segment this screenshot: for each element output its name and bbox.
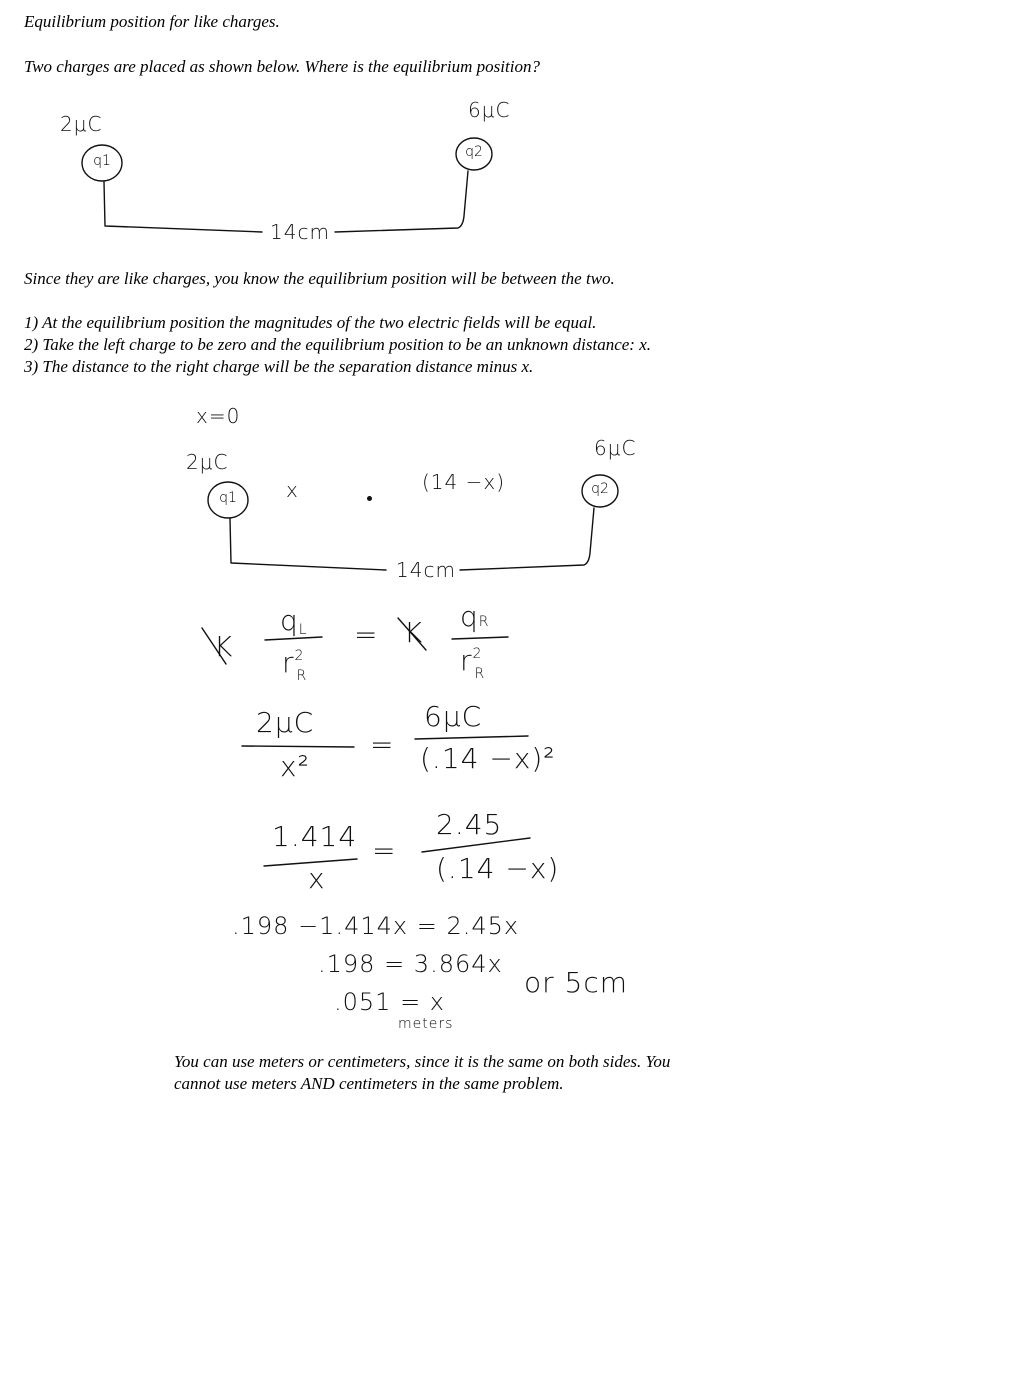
eq3-num-left: 1.414 <box>272 820 358 853</box>
origin-label: x=0 <box>196 404 241 428</box>
eq1-den-right: $r^2_R$ <box>460 644 486 682</box>
left-distance-label: x <box>286 478 299 502</box>
work-line-6: .051 = x <box>334 988 446 1016</box>
constant-k-left: K <box>214 630 234 663</box>
eq2-den-left: x² <box>280 750 310 783</box>
constant-k-right: K <box>404 616 424 649</box>
step-2: 2) Take the left charge to be zero and the equilibrium position to be an unknown distance: x. <box>24 335 652 354</box>
eq3-den-left: x <box>308 862 326 895</box>
eq2-num-left: 2μC <box>256 706 315 739</box>
eq1-num-right: qR <box>460 600 490 633</box>
explanation-intro: Since they are like charges, you know the equilibrium position will be between the two. <box>24 269 615 288</box>
eq3-num-right: 2.45 <box>436 808 503 841</box>
charge-left-label-2: q1 <box>219 490 237 506</box>
eq3-equals: = <box>372 834 397 867</box>
work-line-4: .198 −1.414x = 2.45x <box>232 912 520 940</box>
eq3-den-right: (.14 −x) <box>436 852 560 885</box>
eq1-num-left: qL <box>280 604 308 638</box>
eq1-equals: = <box>354 618 379 651</box>
charge-left-value-2: 2μC <box>186 450 229 474</box>
units-note-line-2: cannot use meters AND centimeters in the same problem. <box>174 1074 564 1093</box>
page-title: Equilibrium position for like charges. <box>24 12 280 31</box>
charge-left-value: 2μC <box>60 112 103 136</box>
eq2-num-right: 6μC <box>424 700 483 733</box>
units-note-line-1: You can use meters or centimeters, since it is the same on both sides. You <box>174 1052 671 1071</box>
alternate-answer: or 5cm <box>524 966 629 999</box>
charge-left-label: q1 <box>93 153 111 169</box>
charge-right-value: 6μC <box>468 98 511 122</box>
charge-right-label: q2 <box>465 144 483 160</box>
separation-label-2: 14cm <box>396 558 456 582</box>
eq2-den-right: (.14 −x)² <box>420 742 556 775</box>
eq2-equals: = <box>370 728 395 761</box>
eq1-den-left: $r^2_R$ <box>282 646 308 684</box>
step-3: 3) The distance to the right charge will be the separation distance minus x. <box>24 357 534 376</box>
separation-label: 14cm <box>270 220 330 244</box>
step-1: 1) At the equilibrium position the magnitudes of the two electric fields will be equal. <box>24 313 597 332</box>
work-line-5: .198 = 3.864x <box>318 950 503 978</box>
question-text: Two charges are placed as shown below. Where is the equilibrium position? <box>24 57 540 76</box>
work-line-6-unit: meters <box>398 1016 454 1032</box>
charge-right-value-2: 6μC <box>594 436 637 460</box>
right-distance-label: (14 −x) <box>422 470 506 494</box>
charge-right-label-2: q2 <box>591 481 609 497</box>
